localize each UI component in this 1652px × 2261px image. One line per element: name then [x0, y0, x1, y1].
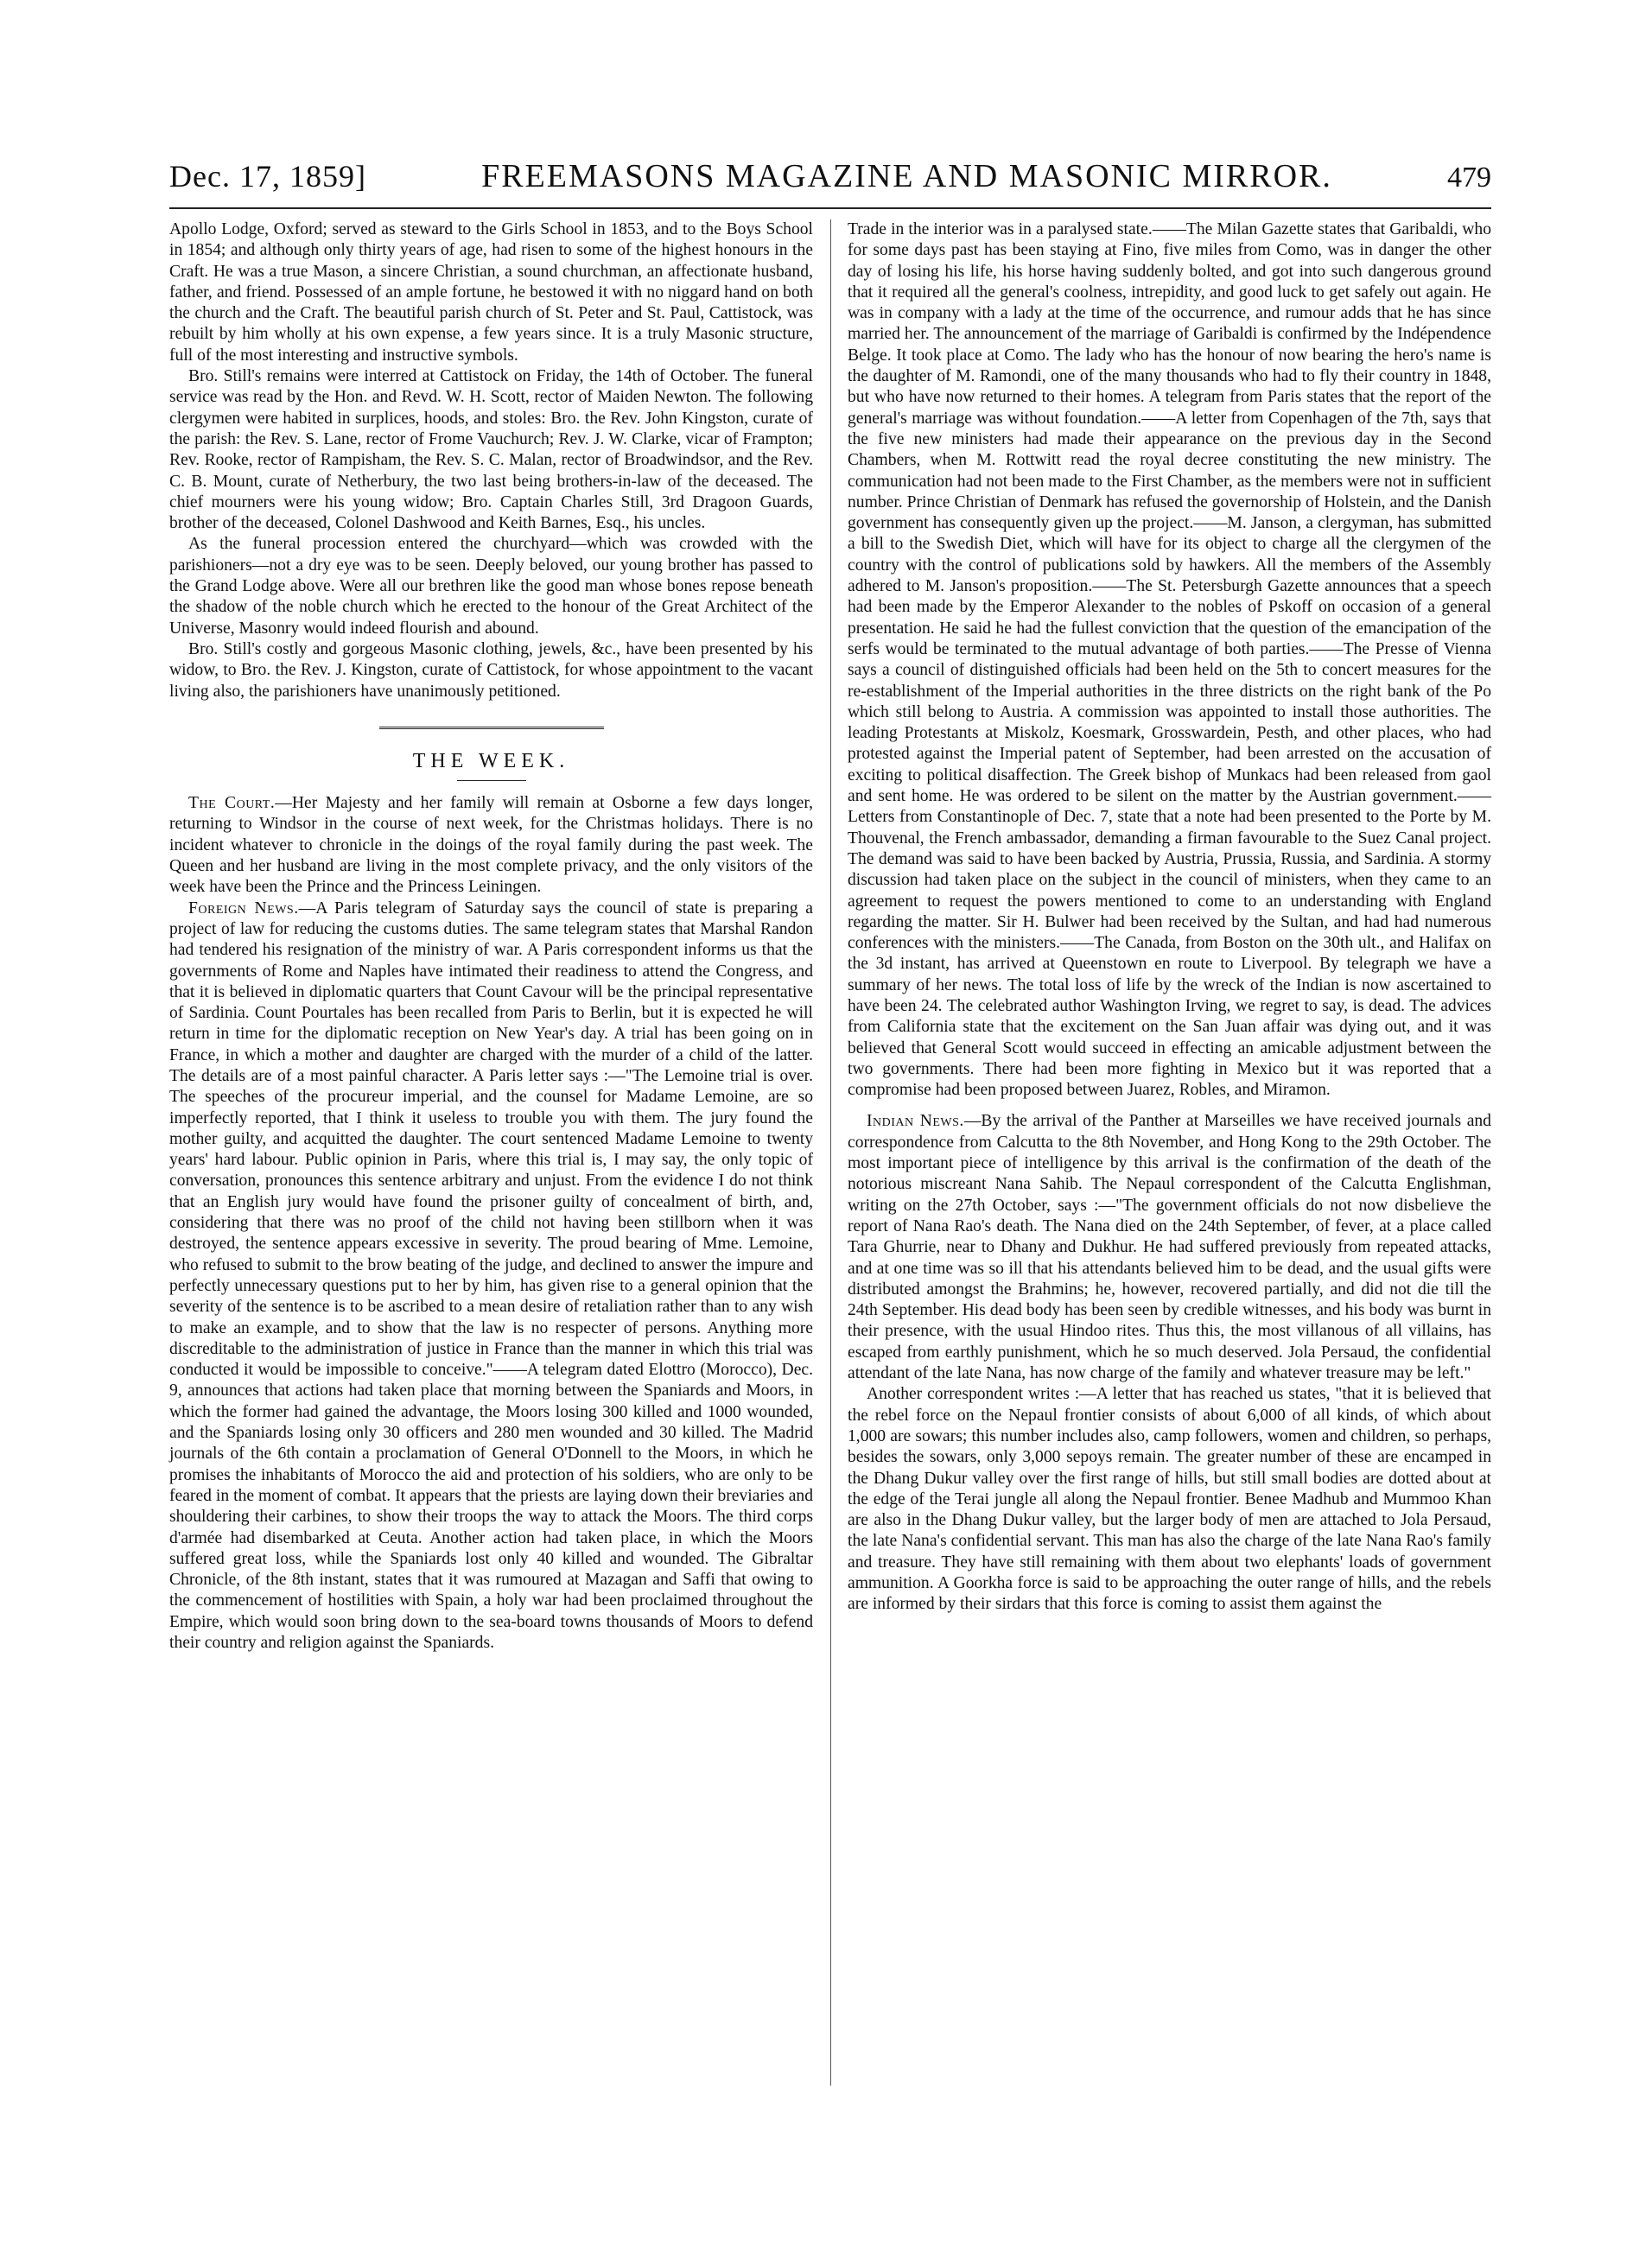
court-paragraph — [169, 793, 813, 898]
page-number: 479 — [1447, 162, 1491, 194]
header-rule — [169, 207, 1491, 209]
correspondent-paragraph: Another correspondent writes :—A letter that has reached us states, "that it is believed that the rebel force on the Nepaul frontier consists of about 6,000 of all kinds, of which about 1,000 are sowars; this number includes also, camp followers, women and children, so perhaps, besides the sowars, only 3,000 sepoys remain. The greater number of these are encamped in the Dhang Dukur valley over the first range of hills, but still small bodies are dotted about at the edge of the Terai jungle all along the Nepaul frontier. Benee Madhub and Mummoo Khan are also in the Dhang Dukur valley, but the larger body of men are attached to Jola Persaud, the late Nana's confidential servant. This man has also the charge of the late Nana Rao's family and treasure. They have still remaining with them about two elephants' loads of government ammunition. A Goorkha force is said to be approaching the outer range of hills, and the rebels are informed by their sirdars that this force is coming to assist them against the — [848, 1385, 1491, 1614]
left-column — [169, 219, 813, 1654]
obituary-paragraph: Apollo Lodge, Oxford; served as steward to the Girls School in 1853, and to the Boys School in 1854; and although only thirty years of age, had risen to some of the highest honours in the Craft. He was a true Mason, a sincere Christian, a sound churchman, an affectionate husband, father, and friend. Possessed of an ample fortune, he bestowed it with no niggard hand on both the church and the Craft. The beautiful parish church of St. Peter and St. Paul, Cattistock, was rebuilt by him wholly at his own expense, a few years since. It is a truly Masonic structure, full of the most interesting and instructive symbols. — [169, 220, 813, 365]
indian-news-lead: Indian News. — [867, 1112, 964, 1131]
obituary-paragraph: As the funeral procession entered the churchyard—which was crowded with the parishioners—not a dry eye was to be seen. Deeply beloved, our young brother has passed to the Grand Lodge above. Were all our brethren like the good man whose bones repose beneath the shadow of the noble church which he erected to the honour of the Great Architect of the Universe, Masonry would indeed flourish and abound. — [169, 535, 813, 638]
foreign-news-paragraph — [169, 899, 813, 1654]
continuation-paragraph: Trade in the interior was in a paralysed state.——The Milan Gazette states that Garibaldi, who for some days past has been staying at Fino, five miles from Como, was in danger the other day of losing his life, his horse having suddenly bolted, and got into such dangerous ground that it required all the general's coolness, intrepidity, and good luck to get safely out again. He was in company with a lady at the time of the occurrence, and rumour adds that he has since married her. The announcement of the marriage of Garibaldi is confirmed by the Indépendence Belge. It took place at Como. The lady who has the honour of now bearing the hero's name is the daughter of M. Ramondi, one of the many thousands who had to fly their country in 1848, but who have now returned to their homes. A telegram from Paris states that the report of the general's marriage was without foundation.——A letter from Copenhagen of the 7th, says that the five new ministers had made their appearance on the previous day in the Second Chambers, when M. Rottwitt read the royal decree constituting the new ministry. The communication had not been made to the First Chamber, as the members were not in sufficient number. Prince Christian of Denmark has refused the governorship of Holstein, and the Danish government has consequently given up the project.——M. Janson, a clergyman, has submitted a bill to the Swedish Diet, which will have for its object to charge all the clergymen of the country with the control of publications sold by hawkers. All the members of the Assembly adhered to M. Janson's proposition.——The St. Petersburgh Gazette announces that a speech had been made by the Emperor Alexander to the nobles of Pskoff on occasion of a general presentation. He said he had the fullest conviction that the question of the emancipation of the serfs would be terminated to the mutual advantage of both parties.——The Presse of Vienna says a council of distinguished officials had been held on the 5th to concert measures for the re-establishment of the Imperial authorities in the three districts on the right bank of the Po which still belong to Austria. A commission was appointed to install those authorities. The leading Protestants at Miskolz, Koesmark, Grosswardein, Pesth, and other places, who had protested against the Imperial patent of September, had been arrested on the accusation of exciting to political disaffection. The Greek bishop of Munkacs had been released from gaol and sent home. He was ordered to be silent on the matter by the Austrian government.——Letters from Constantinople of Dec. 7, state that a note had been presented to the Porte by M. Thouvenal, the French ambassador, demanding a firman favourable to the Suez Canal project. The demand was said to have been backed by Austria, Prussia, Russia, and Sardinia. A stormy discussion had taken place on the subject in the council of ministers, when they came to an agreement to request the powers mentioned to come to an understanding with England regarding the matter. Sir H. Bulwer had been received by the Sultan, and had had numerous conferences with the ministers.——The Canada, from Boston on the 30th ult., and Halifax on the 3d instant, has arrived at Queenstown en route to Liverpool. By telegraph we have a summary of her news. The total loss of life by the wreck of the Indian is now ascertained to have been 24. The celebrated author Washington Irving, we regret to say, is dead. The advices from California state that the excitement on the San Juan affair was dying out, and it was believed that General Scott would succeed in effecting an amicable adjustment between the two governments. There had been more fighting in Mexico but it was reported that a compromise had been proposed between Juarez, Robles, and Miramon. — [848, 220, 1491, 1100]
issue-date: Dec. 17, 1859] — [169, 159, 366, 194]
page-header — [169, 157, 1491, 206]
foreign-news-text: —A Paris telegram of Saturday says the council of state is preparing a project of law for reducing the customs duties. The same telegram states that Marshal Randon had tendered his resignation of the ministry of war. A Paris correspondent informs us that the governments of Rome and Naples have intimated their readiness to attend the Congress, and that it is believed in diplomatic quarters that Count Cavour will be the principal representative of Sardinia. Count Pourtales has been recalled from Paris to Berlin, but it is expected he will return in time for the diplomatic reception on New Year's day. A trial has been going on in France, in which a mother and daughter are charged with the murder of a child of the latter. The details are of a most painful character. A Paris letter says :—"The Lemoine trial is over. The speeches of the procureur imperial, and the counsel for Madame Lemoine, are so imperfectly reported, that I think it useless to trouble you with them. The jury found the mother guilty, and acquitted the daughter. The court sentenced Madame Lemoine to twenty years' hard labour. Public opinion in Paris, where this trial is, I may say, the only topic of conversation, pronounces this sentence arbitrary and unjust. From the evidence I do not think that an English jury would have found the prisoner guilty of concealment of birth, and, considering that there was no proof of the child not having been stillborn when it was destroyed, the sentence appears excessive in severity. The proud bearing of Mme. Lemoine, who refused to submit to the brow beating of the judge, and declined to answer the impure and perfectly unnecessary questions put to her by him, has given rise to a general opinion that the severity of the sentence is to be ascribed to a mean desire of retaliation rather than to any wish to make an example, and to show that the law is no respecter of persons. Anything more discreditable to the administration of justice in France than the manner in which this trial was conducted it would be impossible to conceive."——A telegram dated Elottro (Morocco), Dec. 9, announces that actions had taken place that morning between the Spaniards and Moors, in which the former had gained the advantage, the Moors losing 300 killed and 1000 wounded, and the Spaniards losing only 30 officers and 280 men wounded and 30 killed. The Madrid journals of the 6th contain a proclamation of General O'Donnell to the Moors, in which he promises the inhabitants of Morocco the aid and protection of his soldiers, who are only to be feared in the moment of combat. It appears that the priests are laying down their breviaries and shouldering their carbines, to show their troops the way to attack the Moors. The third corps d'armée had disembarked at Ceuta. Another action had taken place, in which the Moors suffered great loss, while the Spaniards lost only 40 killed and wounded. The Gibraltar Chronicle, of the 8th instant, states that it was rumoured at Mazagan and Saffi that owing to the commencement of hostilities with Spain, a holy war had been proclaimed throughout the Empire, which would soon bring down to the sea-board towns thousands of Moors to defend their country and religion against the Spaniards. — [169, 899, 814, 1652]
obituary-paragraph: Bro. Still's costly and gorgeous Masonic clothing, jewels, &c., have been presented by his widow, to Bro. the Rev. J. Kingston, curate of Cattistock, for whose appointment to the vacant living also, the parishioners have unanimously petitioned. — [169, 639, 813, 701]
foreign-news-lead: Foreign News. — [188, 899, 299, 918]
masthead-title: FREEMASONS MAGAZINE AND MASONIC MIRROR. — [481, 158, 1332, 194]
indian-news-text: —By the arrival of the Panther at Marseilles we have received journals and correspondence from Calcutta to the 8th November, and Hong Kong to the 29th October. The most important piece of intelligence by this arrival is the confirmation of the death of the notorious miscreant Nana Sahib. The Nepaul correspondent of the Calcutta Englishman, writing on the 27th October, says :—"The government officials do not now disbelieve the report of Nana Rao's death. The Nana died on the 24th September, of fever, at a place called Tara Ghurrie, near to Dhany and Dukhur. He had suffered previously from repeated attacks, and at one time was so ill that his attendants believed him to be dead, and the usual gifts were distributed amongst the Brahmins; he, however, recovered partially, and did not die till the 24th September. His dead body has been seen by credible witnesses, and his body was burnt in their presence, with the usual Hindoo rites. Thus this, the most villanous of all villains, has escaped from earthly punishment, which he so much deserved. Jola Persaud, the confidential attendant of the late Nana, has now charge of the family and whatever treasure may be left." — [848, 1112, 1491, 1383]
indian-news-paragraph — [848, 1111, 1491, 1384]
section-subrule — [457, 780, 526, 781]
paragraph-gap — [848, 1101, 1491, 1111]
newspaper-page — [169, 0, 1491, 2261]
obituary-paragraph: Bro. Still's remains were interred at Cattistock on Friday, the 14th of October. The funeral service was read by the Hon. and Revd. W. H. Scott, rector of Maiden Newton. The following clergymen were habited in surplices, hoods, and stoles: Bro. the Rev. John Kingston, curate of the parish: the Rev. S. Lane, rector of Frome Vauchurch; Rev. J. W. Clarke, vicar of Frampton; Rev. Rooke, rector of Rampisham, the Rev. S. C. Malan, rector of Broadwindsor, and the Rev. C. B. Mount, curate of Netherbury, the two last being brothers-in-law of the deceased. The chief mourners were his young widow; Bro. Captain Charles Still, 3rd Dragoon Guards, brother of the deceased, Colonel Dashwood and Keith Barnes, Esq., his uncles. — [169, 367, 813, 533]
right-column — [848, 219, 1491, 1616]
section-title: THE WEEK. — [412, 749, 570, 772]
court-text: —Her Majesty and her family will remain at Osborne a few days longer, returning to Windsor in the course of next week, for the Christmas holidays. There is no incident whatever to chronicle in the doings of the royal family during the past week. The Queen and her husband are living in the most complete privacy, and the only visitors of the week have been the Prince and the Princess Leiningen. — [169, 794, 813, 897]
section-double-rule — [379, 727, 604, 732]
column-divider — [830, 219, 831, 2086]
court-lead: The Court. — [188, 794, 276, 813]
